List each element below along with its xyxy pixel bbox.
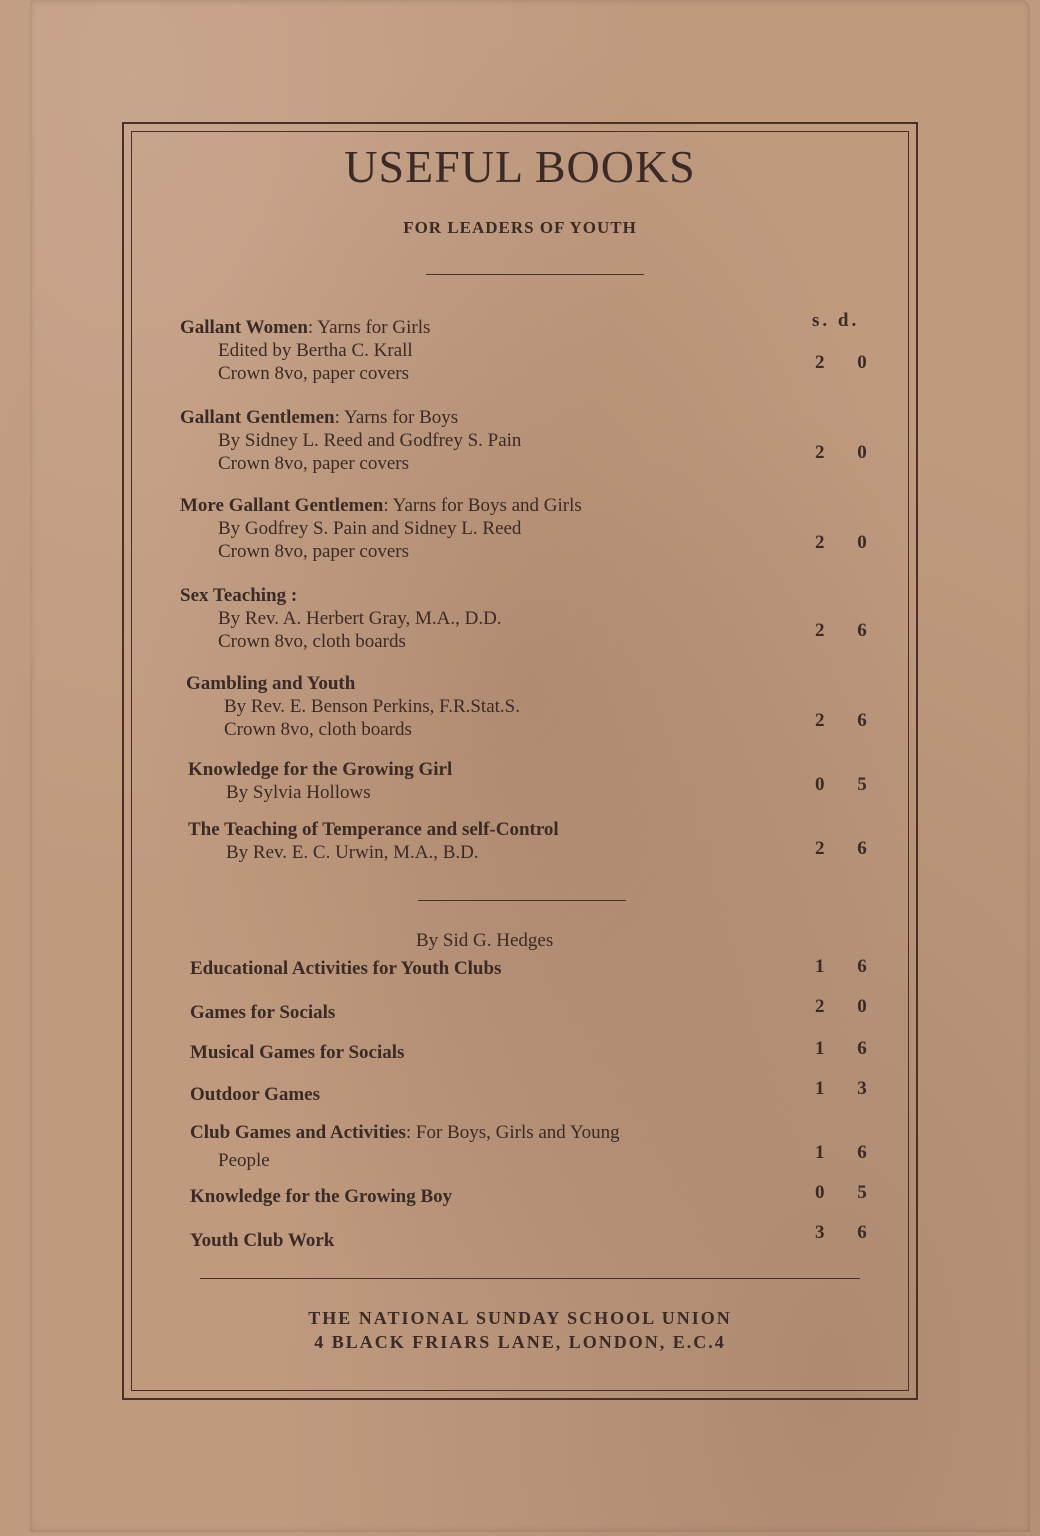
book-entry-knowledge-growing-girl [188, 758, 828, 804]
book-title-sub: : Yarns for Girls [307, 317, 431, 338]
hedges-book-price: 1 6 [815, 1142, 881, 1163]
hedges-book-title [190, 1084, 320, 1106]
book-line: Crown 8vo, cloth boards [218, 631, 406, 652]
book-line: By Sidney L. Reed and Godfrey S. Pain [218, 430, 522, 451]
book-title-main: Knowledge for the Growing Girl [188, 759, 453, 780]
hedges-book-price: 1 3 [815, 1078, 881, 1099]
price-column-header: s. d. [812, 310, 860, 331]
book-entry-teaching-of-temperance [188, 818, 828, 864]
hedges-author-heading: By Sid G. Hedges [416, 930, 554, 951]
hedges-book-title-main: Outdoor Games [190, 1084, 321, 1105]
footer-divider [200, 1278, 860, 1279]
section-divider [418, 900, 626, 901]
title-divider [426, 274, 644, 275]
hedges-book-title [190, 1042, 404, 1064]
book-line: Crown 8vo, cloth boards [224, 719, 412, 740]
hedges-book-title [190, 1122, 620, 1144]
book-line: By Rev. E. Benson Perkins, F.R.Stat.S. [224, 696, 520, 717]
book-title-main: Gambling and Youth [186, 673, 356, 694]
hedges-book-title [190, 1186, 452, 1208]
page-title: USEFUL BOOKS [344, 141, 696, 192]
book-line: Edited by Bertha C. Krall [218, 340, 413, 361]
hedges-book-price: 1 6 [815, 956, 881, 977]
hedges-book-price: 0 5 [815, 1182, 881, 1203]
book-price: 2 0 [815, 442, 881, 463]
hedges-book-title-main: Club Games and Activities [190, 1122, 406, 1143]
book-line: Crown 8vo, paper covers [218, 541, 410, 562]
book-title-main: Sex Teaching : [180, 585, 298, 606]
hedges-book-title-main: Knowledge for the Growing Boy [190, 1186, 453, 1207]
book-title [180, 584, 820, 607]
hedges-book-title-main: Youth Club Work [190, 1230, 335, 1251]
book-entry-gallant-women [180, 316, 820, 385]
hedges-book-price: 3 6 [815, 1222, 881, 1243]
book-title [180, 316, 820, 339]
book-price: 2 6 [815, 620, 881, 641]
publisher-name: THE NATIONAL SUNDAY SCHOOL UNION [308, 1308, 732, 1328]
hedges-book-title-main: Games for Socials [190, 1002, 336, 1023]
book-line: By Godfrey S. Pain and Sidney L. Reed [218, 518, 522, 539]
hedges-book-price: 1 6 [815, 1038, 881, 1059]
hedges-book-title-main: Musical Games for Socials [190, 1042, 405, 1063]
book-title [188, 818, 828, 841]
hedges-book-title [190, 958, 501, 980]
book-title [188, 758, 828, 781]
book-price: 2 6 [815, 710, 881, 731]
book-title-main: Gallant Women [180, 317, 308, 338]
book-entry-gambling-and-youth [186, 672, 826, 741]
hedges-book-title [190, 1230, 334, 1252]
book-title [186, 672, 826, 695]
book-price: 2 6 [815, 838, 881, 859]
book-price: 0 5 [815, 774, 881, 795]
book-title-main: The Teaching of Temperance and self-Control [188, 819, 559, 840]
page-subtitle: FOR LEADERS OF YOUTH [403, 218, 637, 237]
publisher-block [131, 1306, 909, 1354]
book-title-main: More Gallant Gentlemen [180, 495, 384, 516]
hedges-book-title [190, 1002, 335, 1024]
book-entry-more-gallant-gentlemen [180, 494, 820, 563]
book-line: By Rev. A. Herbert Gray, M.A., D.D. [218, 608, 502, 629]
book-price: 2 0 [815, 352, 881, 373]
book-entry-sex-teaching [180, 584, 820, 653]
book-title-main: Gallant Gentlemen [180, 407, 335, 428]
hedges-book-title-continued: People [218, 1150, 270, 1171]
book-price: 2 0 [815, 532, 881, 553]
book-line: By Sylvia Hollows [226, 782, 371, 803]
book-line: By Rev. E. C. Urwin, M.A., B.D. [226, 842, 479, 863]
hedges-book-title-sub: : For Boys, Girls and Young [405, 1122, 620, 1143]
book-title [180, 494, 820, 517]
hedges-book-title-main: Educational Activities for Youth Clubs [190, 958, 502, 979]
book-line: Crown 8vo, paper covers [218, 363, 410, 384]
book-line: Crown 8vo, paper covers [218, 453, 410, 474]
hedges-book-price: 2 0 [815, 996, 881, 1017]
book-title-sub: : Yarns for Boys [334, 407, 459, 428]
book-title [180, 406, 820, 429]
book-entry-gallant-gentlemen [180, 406, 820, 475]
publisher-address: 4 BLACK FRIARS LANE, LONDON, E.C.4 [314, 1332, 726, 1352]
book-title-sub: : Yarns for Boys and Girls [383, 495, 582, 516]
